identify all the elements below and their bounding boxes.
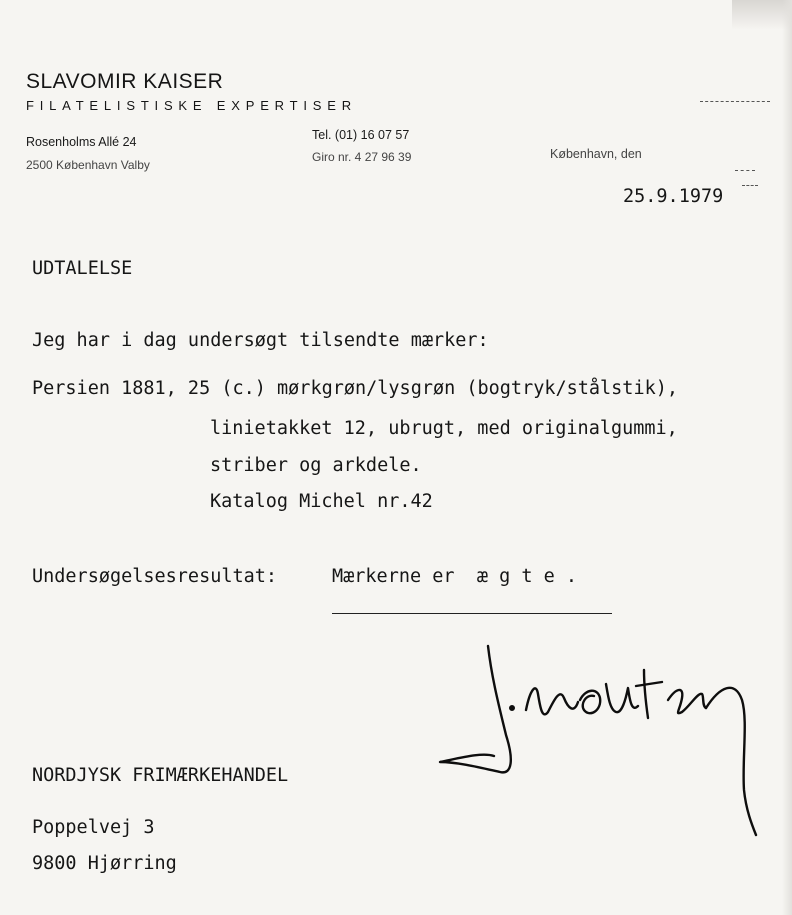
recipient-street: Poppelvej 3 <box>32 817 155 838</box>
recipient-city: 9800 Hjørring <box>32 853 177 874</box>
catalog-reference: Katalog Michel nr.42 <box>210 491 433 512</box>
dashed-mark <box>700 101 770 102</box>
stamp-description-line: striber og arkdele. <box>210 455 422 476</box>
letterhead-address-line2: 2500 København Valby <box>26 158 150 172</box>
result-value: Mærkerne er æ g t e . <box>332 566 578 587</box>
letterhead-giro: Giro nr. 4 27 96 39 <box>312 150 412 164</box>
heading: UDTALELSE <box>32 258 133 279</box>
handwritten-signature-icon <box>430 640 770 840</box>
letterhead-phone: Tel. (01) 16 07 57 <box>312 128 410 142</box>
stamp-description-line: linietakket 12, ubrugt, med originalgummi, <box>210 418 678 439</box>
letterhead-name: SLAVOMIR KAISER <box>26 70 224 93</box>
stamp-description-line: Persien 1881, 25 (c.) mørkgrøn/lysgrøn (bogtryk/stålstik), <box>32 378 679 399</box>
scan-edge <box>782 0 792 915</box>
intro-line: Jeg har i dag undersøgt tilsendte mærker: <box>32 330 489 351</box>
letterhead-address-line1: Rosenholms Allé 24 <box>26 135 137 149</box>
letterhead-subtitle: FILATELISTISKE EXPERTISER <box>26 98 357 113</box>
recipient-name: NORDJYSK FRIMÆRKEHANDEL <box>32 765 289 786</box>
letter-date: 25.9.1979 <box>623 186 724 207</box>
dashed-mark <box>742 185 758 186</box>
result-label: Undersøgelsesresultat: <box>32 566 278 587</box>
dashed-mark <box>735 170 755 171</box>
letterhead-place-date-label: København, den <box>550 147 642 161</box>
result-underline <box>332 613 612 614</box>
